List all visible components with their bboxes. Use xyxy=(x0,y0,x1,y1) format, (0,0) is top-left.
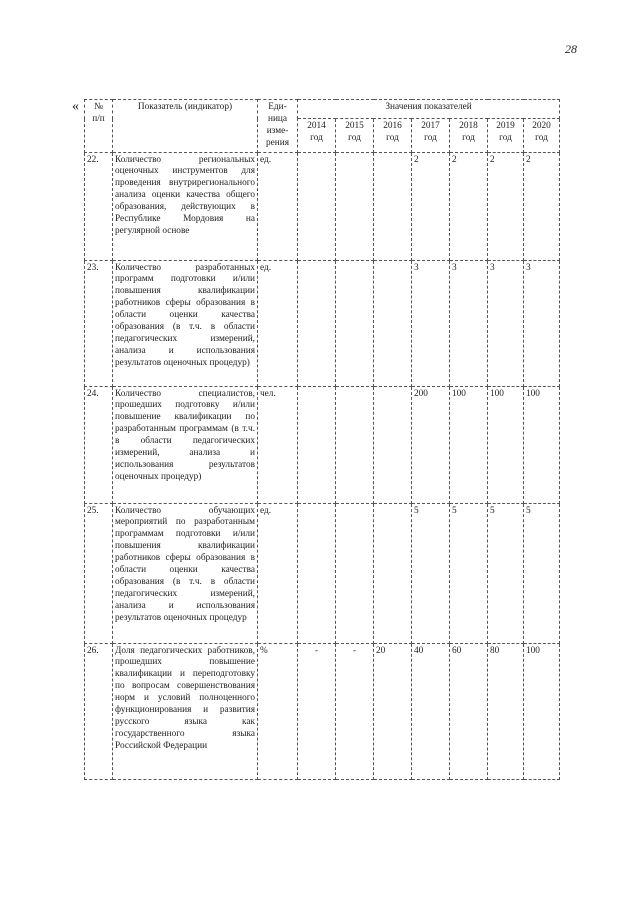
row-value-2018: 100 xyxy=(450,386,488,503)
row-number: 24. xyxy=(85,386,113,503)
row-unit: % xyxy=(258,643,298,779)
row-value-2018: 2 xyxy=(450,152,488,260)
row-value-2015 xyxy=(336,260,374,386)
row-value-2014 xyxy=(298,386,336,503)
row-unit: ед. xyxy=(258,503,298,643)
row-value-2020: 100 xyxy=(524,643,560,779)
row-value-2016 xyxy=(374,152,412,260)
row-unit: ед. xyxy=(258,260,298,386)
header-year-2020: 2020 год xyxy=(524,119,560,152)
table-row xyxy=(85,386,560,503)
header-row-top xyxy=(85,100,560,119)
row-value-2018: 5 xyxy=(450,503,488,643)
header-year-2017: 2017 год xyxy=(412,119,450,152)
row-indicator: Количество региональных оценочных инструментов для проведения внутрирегионального анализа оценки качества общего образования, действующих в Республике Мордовия на регулярной основе xyxy=(113,152,258,260)
row-indicator: Количество специалистов, прошедших подготовку и/или повышение квалификации по разработанным программам (в т.ч. в области педагогических измерений, анализа и использования результатов оценочных процедур) xyxy=(113,386,258,503)
row-value-2019: 100 xyxy=(488,386,524,503)
row-indicator: Количество разработанных программ подготовки и/или повышения квалификации работников сферы образования в области оценки качества образования (в т.ч. в области педагогических измерений, анализа и использования результатов оценочных процедур) xyxy=(113,260,258,386)
row-value-2019: 80 xyxy=(488,643,524,779)
opening-quote-mark: « xyxy=(72,99,79,114)
row-value-2020: 5 xyxy=(524,503,560,643)
row-value-2019: 2 xyxy=(488,152,524,260)
row-value-2014: - xyxy=(298,643,336,779)
header-values: Значения показателей xyxy=(298,100,560,119)
row-number: 25. xyxy=(85,503,113,643)
header-year-2016: 2016 год xyxy=(374,119,412,152)
header-year-2014: 2014 год xyxy=(298,119,336,152)
header-year-2015: 2015 год xyxy=(336,119,374,152)
row-value-2020: 2 xyxy=(524,152,560,260)
header-unit: Еди- ница изме- рения xyxy=(258,100,298,153)
table-row xyxy=(85,643,560,779)
row-value-2018: 3 xyxy=(450,260,488,386)
row-unit: чел. xyxy=(258,386,298,503)
table-row xyxy=(85,260,560,386)
row-value-2017: 2 xyxy=(412,152,450,260)
indicators-table xyxy=(84,99,560,780)
header-num: № п/п xyxy=(85,100,113,153)
row-value-2015 xyxy=(336,386,374,503)
row-number: 23. xyxy=(85,260,113,386)
header-indicator: Показатель (индикатор) xyxy=(113,100,258,153)
header-year-2018: 2018 год xyxy=(450,119,488,152)
table-row xyxy=(85,152,560,260)
row-value-2016 xyxy=(374,386,412,503)
header-year-2019: 2019 год xyxy=(488,119,524,152)
row-value-2016 xyxy=(374,503,412,643)
row-value-2019: 3 xyxy=(488,260,524,386)
row-value-2017: 5 xyxy=(412,503,450,643)
row-number: 26. xyxy=(85,643,113,779)
row-value-2015 xyxy=(336,152,374,260)
row-value-2014 xyxy=(298,152,336,260)
row-value-2020: 3 xyxy=(524,260,560,386)
row-value-2017: 200 xyxy=(412,386,450,503)
row-value-2014 xyxy=(298,260,336,386)
row-indicator: Доля педагогических работников, прошедших повышение квалификации и переподготовку по вопросам совершенствования норм и условий полноценного функционирования и развития русского языка как государственного языка Российской Федерации xyxy=(113,643,258,779)
row-value-2015 xyxy=(336,503,374,643)
row-value-2019: 5 xyxy=(488,503,524,643)
row-value-2017: 3 xyxy=(412,260,450,386)
row-unit: ед. xyxy=(258,152,298,260)
row-value-2018: 60 xyxy=(450,643,488,779)
row-value-2020: 100 xyxy=(524,386,560,503)
row-indicator: Количество обучающих мероприятий по разработанным программам подготовки и/или повышения квалификации работников сферы образования в области оценки качества образования (в т.ч. в области педагогических измерений, анализа и использования результатов оценочных процедур xyxy=(113,503,258,643)
page-number: 28 xyxy=(565,42,577,56)
row-value-2014 xyxy=(298,503,336,643)
table-row xyxy=(85,503,560,643)
row-value-2016: 20 xyxy=(374,643,412,779)
row-value-2016 xyxy=(374,260,412,386)
row-number: 22. xyxy=(85,152,113,260)
row-value-2017: 40 xyxy=(412,643,450,779)
row-value-2015: - xyxy=(336,643,374,779)
